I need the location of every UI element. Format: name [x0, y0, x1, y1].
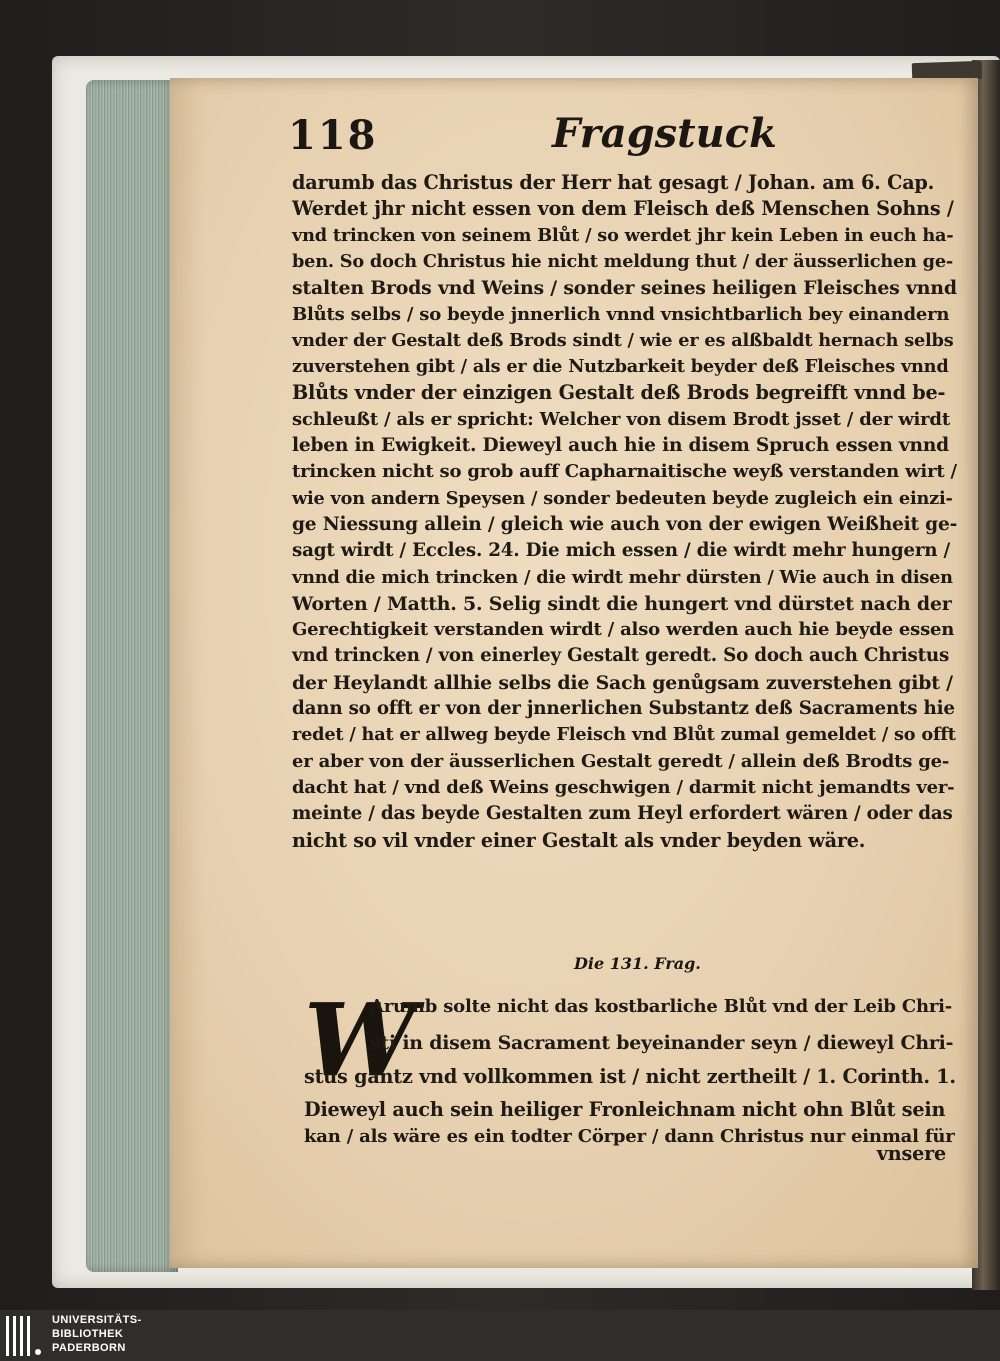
- library-name-line3: PADERBORN: [52, 1342, 126, 1354]
- footer-bar: [0, 1310, 1000, 1361]
- text-line: er aber von der äusserlichen Gestalt geredt / allein deß Brodts ge-: [292, 750, 950, 772]
- text-line: vnd trincken von seinem Blůt / so werdet jhr kein Leben in euch ha-: [292, 224, 954, 246]
- question-heading: Die 131. Frag.: [574, 954, 701, 973]
- text-line: vnd trincken / von einerley Gestalt geredt. So doch auch Christus: [292, 645, 950, 667]
- text-line: redet / hat er allweg beyde Fleisch vnd Blůt zumal gemeldet / so offt: [292, 724, 956, 746]
- text-line: vnder der Gestalt deß Brods sindt / wie er es alßbaldt hernach selbs: [292, 329, 954, 351]
- catchword: vnsere: [876, 1142, 946, 1165]
- text-line: Worten / Matth. 5. Selig sindt die hungert vnd dürstet nach der: [292, 592, 952, 615]
- text-line: dann so offt er von der jnnerlichen Substantz deß Sacraments hie: [292, 698, 955, 719]
- text-line: trincken nicht so grob auff Capharnaitische weyß verstanden wirt /: [292, 461, 957, 483]
- drop-cap: W: [304, 981, 417, 1099]
- text-line: Gerechtigkeit verstanden wirdt / also werden auch hie beyde essen: [292, 619, 955, 641]
- text-line: dacht hat / vnd deß Weins geschwigen / darmit nicht jemandts ver-: [292, 776, 955, 798]
- text-line: ge Niessung allein / gleich wie auch von der ewigen Weißheit ge-: [292, 513, 958, 535]
- text-line: ben. So doch Christus hie nicht meldung thut / der äusserlichen ge-: [292, 250, 954, 272]
- text-line: zuverstehen gibt / als er die Nutzbarkeit beyder deß Fleisches vnnd: [292, 356, 949, 378]
- page-number: 118: [288, 112, 378, 159]
- library-name-line1: UNIVERSITÄTS-: [52, 1314, 142, 1326]
- question-line: sti in disem Sacrament beyeinander seyn / dieweyl Chri-: [370, 1032, 954, 1054]
- text-line: Werdet jhr nicht essen von dem Fleisch deß Menschen Sohns /: [292, 197, 954, 221]
- text-line: darumb das Christus der Herr hat gesagt / Johan. am 6. Cap.: [292, 171, 935, 194]
- library-name-line2: BIBLIOTHEK: [52, 1328, 124, 1340]
- text-line: sagt wirdt / Eccles. 24. Die mich essen / die wirdt mehr hungern /: [292, 540, 950, 562]
- text-line: stalten Brods vnd Weins / sonder seines heiligen Fleisches vnnd: [292, 277, 957, 300]
- running-head: Fragstuck: [552, 110, 777, 157]
- text-line: wie von andern Speysen / sonder bedeuten beyde zugleich ein einzi-: [292, 487, 953, 509]
- text-line: leben in Ewigkeit. Dieweyl auch hie in disem Spruch essen vnnd: [292, 435, 949, 456]
- question-line: stus gantz vnd vollkommen ist / nicht zertheilt / 1. Corinth. 1.: [304, 1065, 956, 1088]
- question-line: Arumb solte nicht das kostbarliche Blůt vnd der Leib Chri-: [370, 996, 953, 1017]
- text-line: Blůts vnder der einzigen Gestalt deß Brods begreifft vnnd be-: [292, 381, 946, 405]
- page-edges: [86, 80, 178, 1272]
- question-line: Dieweyl auch sein heiliger Fronleichnam nicht ohn Blůt sein: [304, 1098, 946, 1121]
- text-line: der Heylandt allhie selbs die Sach genůgsam zuverstehen gibt /: [292, 671, 953, 694]
- text-line: Blůts selbs / so beyde jnnerlich vnnd vnsichtbarlich bey einandern: [292, 303, 950, 325]
- text-line: schleußt / als er spricht: Welcher von disem Brodt jsset / der wirdt: [292, 408, 950, 430]
- text-line: meinte / das beyde Gestalten zum Heyl erfordert wären / oder das: [292, 803, 953, 825]
- text-line: vnnd die mich trincken / die wirdt mehr dürsten / Wie auch in disen: [292, 566, 953, 588]
- text-line: nicht so vil vnder einer Gestalt als vnder beyden wäre.: [292, 828, 866, 852]
- question-line: kan / als wäre es ein todter Cörper / dann Christus nur einmal für: [304, 1126, 955, 1147]
- library-logo-icon: [4, 1314, 44, 1358]
